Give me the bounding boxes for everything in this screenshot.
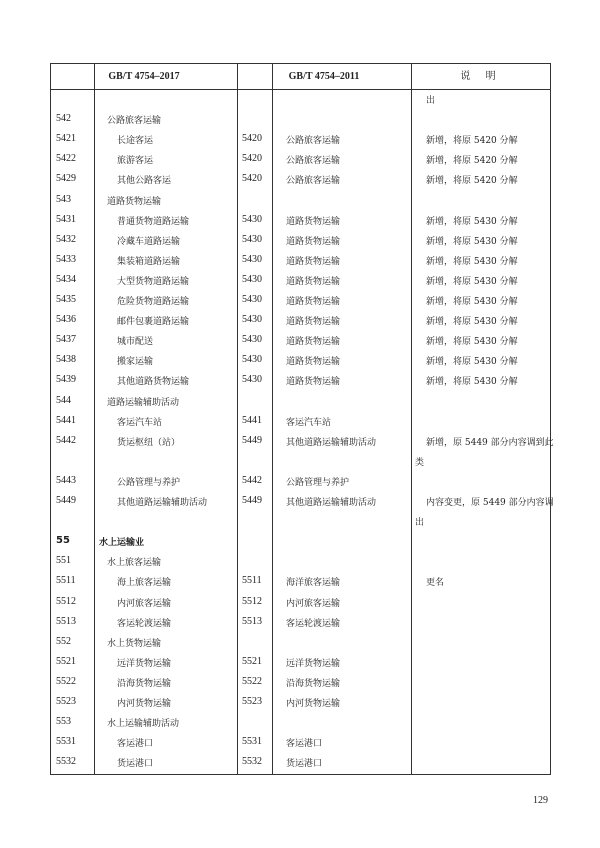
name-2011-cell: 远洋货物运输 bbox=[286, 658, 341, 669]
name-2017-cell: 水上运输辅助活动 bbox=[107, 719, 180, 730]
name-2011-cell: 内河旅客运输 bbox=[286, 598, 341, 609]
name-2011-cell: 道路货物运输 bbox=[286, 297, 341, 307]
table-row bbox=[51, 531, 550, 551]
code-2017-cell: 5439 bbox=[56, 374, 76, 386]
table-row bbox=[51, 612, 550, 632]
name-2017-cell: 货运枢纽（站） bbox=[117, 437, 181, 448]
table-row bbox=[51, 632, 550, 652]
code-2017-cell: 5522 bbox=[56, 675, 76, 687]
code-2011-cell: 5512 bbox=[242, 595, 262, 607]
code-2011-cell: 5442 bbox=[242, 474, 262, 486]
name-2011-cell: 客运汽车站 bbox=[286, 417, 332, 428]
name-2017-cell: 客运港口 bbox=[117, 739, 154, 750]
table-row bbox=[51, 270, 550, 290]
code-2011-cell: 5532 bbox=[242, 756, 262, 768]
name-2011-cell: 公路旅客运输 bbox=[286, 156, 341, 167]
name-2011-cell: 客运轮渡运输 bbox=[286, 618, 341, 629]
note-cell: 新增，将原 5430 分解 bbox=[426, 337, 518, 348]
name-2011-cell: 道路货物运输 bbox=[286, 256, 341, 267]
name-2011-cell: 道路货物运输 bbox=[286, 276, 341, 287]
code-2017-cell: 5422 bbox=[56, 153, 76, 165]
note-cell: 更名 bbox=[426, 578, 445, 589]
code-2011-cell: 5430 bbox=[242, 314, 262, 326]
name-2017-cell: 搬家运输 bbox=[117, 357, 154, 368]
note-cell: 新增，将原 5430 分解 bbox=[426, 216, 518, 227]
code-2017-cell: 553 bbox=[56, 716, 71, 728]
code-2011-cell: 5522 bbox=[242, 675, 262, 687]
name-2011-cell: 其他道路运输辅助活动 bbox=[286, 498, 377, 508]
table-row bbox=[51, 652, 550, 672]
table-row bbox=[51, 370, 550, 390]
note-cell: 类 bbox=[415, 457, 425, 468]
name-2011-cell: 公路旅客运输 bbox=[286, 176, 341, 187]
code-2011-cell: 5513 bbox=[242, 615, 262, 627]
table-row bbox=[51, 210, 550, 230]
note-cell: 新增，将原 5430 分解 bbox=[426, 377, 518, 388]
name-2011-cell: 客运港口 bbox=[286, 739, 323, 750]
table-row bbox=[51, 431, 554, 451]
note-cell: 新增，将原 5420 分解 bbox=[426, 176, 518, 187]
name-2017-cell: 普通货物道路运输 bbox=[117, 216, 190, 227]
code-2011-cell: 5430 bbox=[242, 294, 262, 305]
table-row bbox=[51, 471, 550, 491]
table-row bbox=[51, 411, 550, 431]
code-2017-cell: 5532 bbox=[56, 756, 76, 768]
name-2011-cell: 道路货物运输 bbox=[286, 317, 341, 328]
name-2017-cell: 冷藏车道路运输 bbox=[117, 236, 181, 247]
code-2017-cell: 5449 bbox=[56, 495, 76, 506]
name-2011-cell: 道路货物运输 bbox=[286, 377, 341, 388]
table-row bbox=[51, 149, 550, 169]
table-row bbox=[51, 451, 550, 471]
name-2017-cell: 内河货物运输 bbox=[117, 699, 172, 709]
note-cell: 出 bbox=[426, 96, 436, 106]
code-2011-cell: 5430 bbox=[242, 253, 262, 265]
table-row bbox=[51, 190, 550, 210]
code-2017-cell: 5437 bbox=[56, 334, 76, 346]
note-cell: 出 bbox=[415, 518, 425, 529]
name-2017-cell: 其他道路运输辅助活动 bbox=[117, 498, 208, 508]
table-row bbox=[51, 732, 550, 752]
code-2011-cell: 5430 bbox=[242, 374, 262, 386]
name-2017-cell: 旅游客运 bbox=[117, 156, 154, 167]
name-2017-cell: 海上旅客运输 bbox=[117, 578, 172, 589]
table-row bbox=[51, 571, 550, 591]
code-2011-cell: 5449 bbox=[242, 495, 262, 506]
name-2017-cell: 水上运输业 bbox=[99, 538, 145, 549]
name-2011-cell: 道路货物运输 bbox=[286, 357, 341, 368]
code-2017-cell: 5421 bbox=[56, 133, 76, 145]
note-cell: 新增，将原 5430 分解 bbox=[426, 297, 518, 307]
table-row bbox=[51, 752, 550, 772]
code-2011-cell: 5531 bbox=[242, 736, 262, 748]
table-row bbox=[51, 290, 550, 310]
name-2011-cell: 公路旅客运输 bbox=[286, 136, 341, 147]
name-2017-cell: 客运轮渡运输 bbox=[117, 618, 172, 629]
name-2017-cell: 沿海货物运输 bbox=[117, 678, 172, 689]
name-2011-cell: 其他道路运输辅助活动 bbox=[286, 437, 377, 448]
table-row bbox=[51, 551, 550, 571]
code-2017-cell: 552 bbox=[56, 635, 71, 647]
code-2011-cell: 5420 bbox=[242, 173, 262, 185]
code-2011-cell: 5511 bbox=[242, 575, 262, 587]
code-2011-cell: 5449 bbox=[242, 434, 262, 446]
table-row bbox=[51, 350, 550, 370]
page-number: 129 bbox=[533, 795, 548, 806]
table-row bbox=[51, 692, 550, 712]
code-2011-cell: 5430 bbox=[242, 334, 262, 346]
note-cell: 新增，将原 5430 分解 bbox=[426, 236, 518, 247]
table-row bbox=[51, 129, 550, 149]
name-2017-cell: 大型货物道路运输 bbox=[117, 276, 190, 287]
header-gbt-2011: GB/T 4754–2011 bbox=[288, 71, 360, 82]
name-2011-cell: 道路货物运输 bbox=[286, 216, 341, 227]
name-2011-cell: 内河货物运输 bbox=[286, 699, 341, 709]
code-2011-cell: 5441 bbox=[242, 414, 262, 426]
code-2017-cell: 5436 bbox=[56, 314, 76, 326]
code-2017-cell: 5513 bbox=[56, 615, 76, 627]
code-2017-cell: 5512 bbox=[56, 595, 76, 607]
table-row bbox=[51, 491, 554, 511]
name-2017-cell: 邮件包裹道路运输 bbox=[117, 317, 190, 328]
note-cell: 新增，原 5449 部分内容调到此 bbox=[426, 437, 554, 448]
code-2017-cell: 5442 bbox=[56, 434, 76, 446]
note-cell: 内容变更，原 5449 部分内容调 bbox=[426, 498, 554, 508]
name-2011-cell: 海洋旅客运输 bbox=[286, 578, 341, 589]
code-2017-cell: 5511 bbox=[56, 575, 76, 587]
code-2017-cell: 5441 bbox=[56, 414, 76, 426]
code-2017-cell: 5521 bbox=[56, 655, 76, 667]
code-2011-cell: 5430 bbox=[242, 233, 262, 245]
table-row bbox=[51, 169, 550, 189]
code-2017-cell: 5523 bbox=[56, 696, 76, 707]
table-row bbox=[51, 310, 550, 330]
name-2017-cell: 城市配送 bbox=[117, 337, 154, 348]
table-row bbox=[51, 672, 550, 692]
name-2017-cell: 其他公路客运 bbox=[117, 176, 172, 187]
code-2017-cell: 55 bbox=[56, 535, 70, 547]
name-2017-cell: 水上货物运输 bbox=[107, 638, 162, 649]
name-2017-cell: 其他道路货物运输 bbox=[117, 377, 190, 388]
table-row bbox=[51, 109, 550, 129]
table-row bbox=[51, 89, 550, 109]
name-2011-cell: 沿海货物运输 bbox=[286, 678, 341, 689]
table-row bbox=[51, 230, 550, 250]
code-2017-cell: 5531 bbox=[56, 736, 76, 748]
code-2017-cell: 551 bbox=[56, 555, 71, 567]
name-2017-cell: 危险货物道路运输 bbox=[117, 297, 190, 307]
name-2017-cell: 道路货物运输 bbox=[107, 196, 162, 207]
code-2011-cell: 5430 bbox=[242, 273, 262, 285]
header-gbt-2017: GB/T 4754–2017 bbox=[108, 71, 180, 82]
note-cell: 新增，将原 5420 分解 bbox=[426, 136, 518, 147]
table-row bbox=[51, 712, 550, 732]
note-cell: 新增，将原 5430 分解 bbox=[426, 256, 518, 267]
table-row bbox=[51, 250, 550, 270]
name-2017-cell: 公路管理与养护 bbox=[117, 477, 181, 488]
code-2011-cell: 5420 bbox=[242, 133, 262, 145]
name-2017-cell: 水上旅客运输 bbox=[107, 558, 162, 569]
code-2017-cell: 5433 bbox=[56, 253, 76, 265]
code-2017-cell: 5429 bbox=[56, 173, 76, 185]
code-2011-cell: 5521 bbox=[242, 655, 262, 667]
code-2017-cell: 5435 bbox=[56, 294, 76, 305]
note-cell: 新增，将原 5430 分解 bbox=[426, 276, 518, 287]
code-2017-cell: 543 bbox=[56, 193, 71, 205]
classification-table bbox=[50, 63, 554, 775]
table-row bbox=[51, 592, 550, 612]
code-2017-cell: 5431 bbox=[56, 213, 76, 225]
table-row bbox=[51, 330, 550, 350]
note-cell: 新增，将原 5430 分解 bbox=[426, 357, 518, 368]
name-2011-cell: 公路管理与养护 bbox=[286, 477, 350, 488]
header-note: 说 明 bbox=[460, 71, 502, 82]
code-2017-cell: 544 bbox=[56, 394, 71, 406]
name-2017-cell: 公路旅客运输 bbox=[107, 116, 162, 127]
code-2017-cell: 542 bbox=[56, 113, 71, 125]
code-2011-cell: 5430 bbox=[242, 354, 262, 366]
name-2017-cell: 长途客运 bbox=[117, 136, 154, 147]
code-2011-cell: 5420 bbox=[242, 153, 262, 165]
note-cell: 新增，将原 5430 分解 bbox=[426, 317, 518, 328]
name-2011-cell: 道路货物运输 bbox=[286, 236, 341, 247]
name-2017-cell: 货运港口 bbox=[117, 759, 154, 770]
table-row bbox=[51, 391, 550, 411]
name-2017-cell: 集装箱道路运输 bbox=[117, 256, 181, 267]
code-2017-cell: 5434 bbox=[56, 273, 76, 285]
name-2017-cell: 内河旅客运输 bbox=[117, 598, 172, 609]
name-2011-cell: 货运港口 bbox=[286, 759, 323, 770]
name-2011-cell: 道路货物运输 bbox=[286, 337, 341, 348]
code-2011-cell: 5523 bbox=[242, 696, 262, 707]
code-2017-cell: 5438 bbox=[56, 354, 76, 366]
name-2017-cell: 客运汽车站 bbox=[117, 417, 163, 428]
code-2017-cell: 5443 bbox=[56, 474, 76, 486]
note-cell: 新增，将原 5420 分解 bbox=[426, 156, 518, 167]
name-2017-cell: 远洋货物运输 bbox=[117, 658, 172, 669]
code-2017-cell: 5432 bbox=[56, 233, 76, 245]
name-2017-cell: 道路运输辅助活动 bbox=[107, 397, 180, 408]
code-2011-cell: 5430 bbox=[242, 213, 262, 225]
table-row bbox=[51, 511, 550, 531]
